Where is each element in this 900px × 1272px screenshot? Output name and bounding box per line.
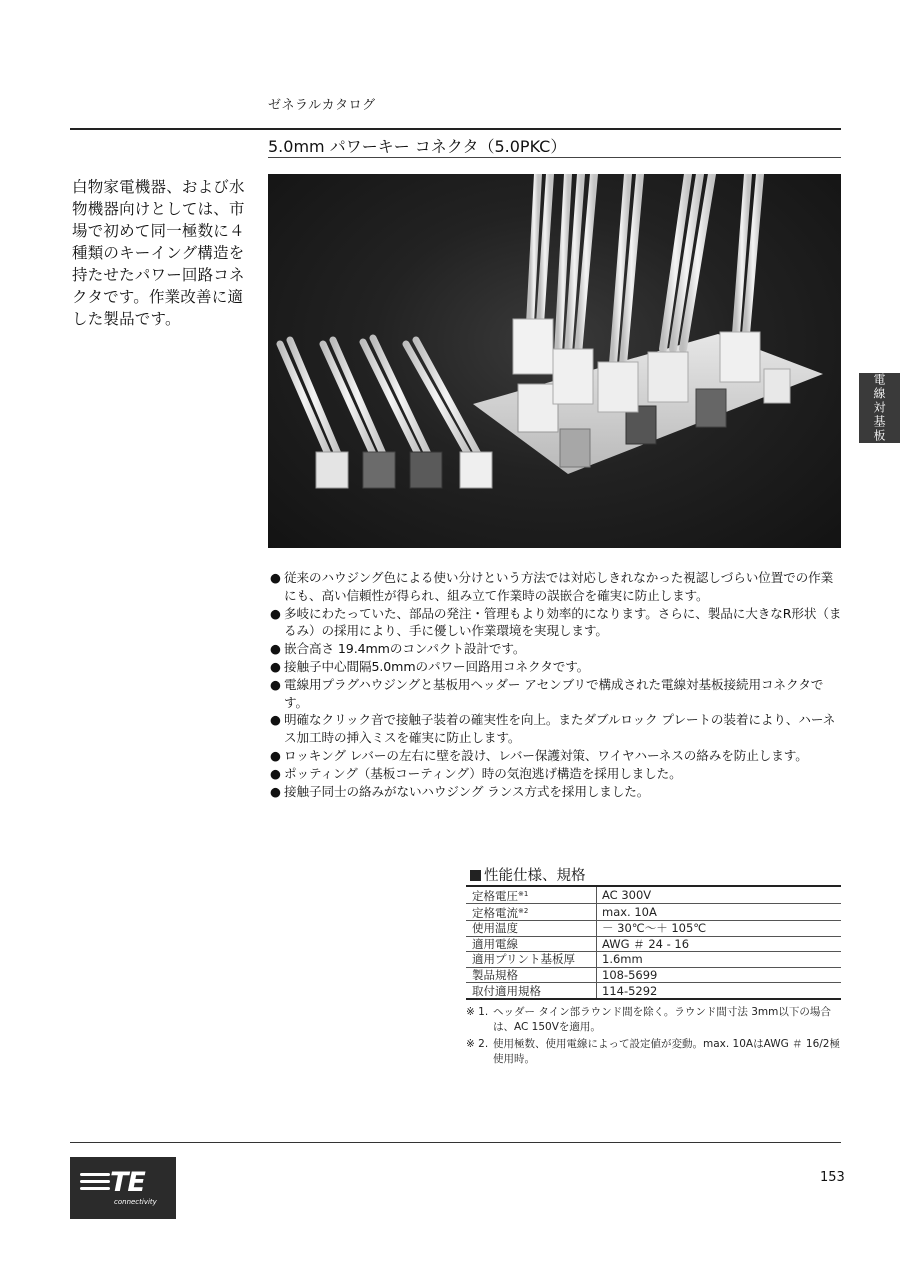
spec-value: AWG ＃ 24 - 16 <box>597 936 842 952</box>
table-row <box>466 921 841 937</box>
title-divider <box>70 128 841 130</box>
te-connectivity-logo <box>70 1157 176 1219</box>
spec-table <box>466 885 841 1000</box>
feature-item <box>270 658 845 676</box>
bullet: ● <box>270 641 281 657</box>
loose-cables <box>280 338 478 454</box>
feature-text: ロッキング レバーの左右に壁を設け、レバー保護対策、ワイヤハーネスの絡みを防止します。 <box>284 747 808 763</box>
bullet: ● <box>270 765 281 781</box>
spec-label: 適用プリント基板厚 <box>466 952 597 968</box>
bullet: ● <box>270 605 281 621</box>
feature-text: 明確なクリック音で接触子装着の確実性を向上。またダブルロック プレートの装着により、ハーネス加工時の挿入ミスを確実に防止します。 <box>284 712 836 746</box>
spec-label: 製品規格 <box>466 967 597 983</box>
feature-text: 多岐にわたっていた、部品の発注・管理もより効率的になります。さらに、製品に大きなR形状（まるみ）の採用により、手に優しい作業環境を実現します。 <box>284 605 842 639</box>
footnote <box>466 1037 844 1067</box>
feature-text: 従来のハウジング色による使い分けという方法では対応しきれなかった視認しづらい位置での作業にも、高い信頼性が得られ、組み立て作業時の誤嵌合を確実に防止します。 <box>284 570 834 603</box>
intro-text: 白物家電機器、および水物機器向けとしては、市場で初めて同一極数に４種類のキーイング構造を持たせたパワー回路コネクタです。作業改善に適した製品です。 <box>72 178 245 328</box>
feature-text: 嵌合高さ 19.4mmのコンパクト設計です。 <box>284 641 526 657</box>
product-photo <box>268 174 841 548</box>
footnote <box>466 1005 844 1035</box>
spec-value: 114-5292 <box>597 983 842 999</box>
spec-heading <box>470 864 586 885</box>
spec-label: 定格電圧$^{※1}$ <box>466 886 597 904</box>
catalog-label: ゼネラルカタログ <box>268 98 376 113</box>
table-row <box>466 904 841 921</box>
bullet: ● <box>270 676 281 692</box>
heading-square-icon <box>470 870 481 881</box>
spec-value: 1.6mm <box>597 952 842 968</box>
feature-item <box>270 747 845 765</box>
table-row <box>466 886 841 904</box>
section-tab-label: 電線対基板 <box>872 373 886 443</box>
spec-heading-text: 性能仕様、規格 <box>484 868 586 884</box>
loose-plugs <box>316 452 492 488</box>
product-title: 5.0mm パワーキー コネクタ（5.0PKC） <box>268 137 567 156</box>
spec-label: 適用電線 <box>466 936 597 952</box>
table-row <box>466 983 841 999</box>
feature-item <box>270 676 845 712</box>
feature-item <box>270 711 845 747</box>
footnote-text: ヘッダー タイン部ラウンド間を除く。ラウンド間寸法 3mm以下の場合は、AC 150Vを適用。 <box>493 1006 831 1033</box>
bullet: ● <box>270 570 281 585</box>
bullet: ● <box>270 783 281 799</box>
table-row <box>466 967 841 983</box>
feature-text: 接触子中心間隔5.0mmのパワー回路用コネクタです。 <box>284 658 590 674</box>
bullet: ● <box>270 747 281 763</box>
logo-stripes-icon <box>80 1173 110 1194</box>
spec-value: － 30℃～＋ 105℃ <box>597 921 842 937</box>
feature-item <box>270 765 845 783</box>
table-row <box>466 936 841 952</box>
table-row <box>466 952 841 968</box>
spec-label: 取付適用規格 <box>466 983 597 999</box>
section-tab <box>859 373 900 443</box>
feature-item <box>270 605 845 641</box>
page-number: 153 <box>820 1170 845 1185</box>
footer-divider <box>70 1142 841 1143</box>
footnote-mark: ※ 2. <box>466 1038 489 1050</box>
feature-text: 接触子同士の絡みがないハウジング ランス方式を採用しました。 <box>284 783 650 799</box>
spec-label: 使用温度 <box>466 921 597 937</box>
logo-text: TE <box>110 1167 145 1198</box>
footnote-mark: ※ 1. <box>466 1006 489 1018</box>
spec-value: 108-5699 <box>597 967 842 983</box>
spec-label: 定格電流$^{※2}$ <box>466 904 597 921</box>
connector-illustration <box>268 174 841 548</box>
feature-text: ポッティング（基板コーティング）時の気泡逃げ構造を採用しました。 <box>284 765 682 781</box>
footnote-text: 使用極数、使用電線によって設定値が変動。max. 10AはAWG ＃ 16/2極使用時。 <box>493 1038 840 1065</box>
title-underline <box>268 157 841 158</box>
feature-list <box>270 569 845 800</box>
spec-notes <box>466 1005 844 1069</box>
spec-value: AC 300V <box>597 886 842 904</box>
feature-text: 電線用プラグハウジングと基板用ヘッダー アセンブリで構成された電線対基板接続用コネクタです。 <box>284 676 824 710</box>
feature-item <box>270 640 845 658</box>
bullet: ● <box>270 712 281 728</box>
logo-tagline: connectivity <box>114 1198 157 1206</box>
spec-value: max. 10A <box>597 904 842 921</box>
feature-item <box>270 783 845 801</box>
bullet: ● <box>270 658 281 674</box>
feature-item <box>270 569 845 605</box>
